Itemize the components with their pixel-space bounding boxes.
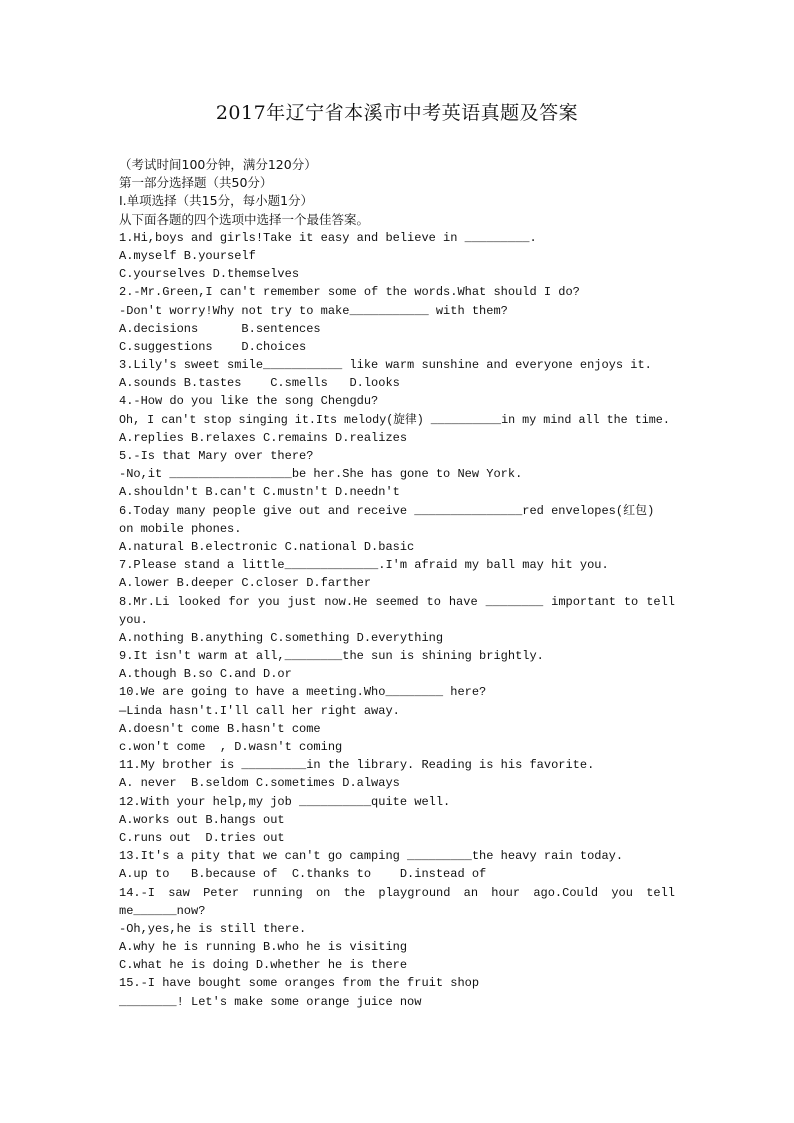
document-body: [119, 156, 675, 1011]
question-10-options: A.doesn't come B.hasn't come: [119, 721, 321, 736]
question-4: 4.-How do you like the song Chengdu?: [119, 394, 379, 409]
question-8-options: A.nothing B.anything C.something D.everything: [119, 630, 444, 645]
exam-info: （考试时间100分钟，满分120分）: [119, 157, 317, 172]
question-7-options: A.lower B.deeper C.closer D.farther: [119, 576, 372, 591]
question-5: -No,it _________________be her.She has gone to New York.: [119, 467, 523, 482]
question-11: 11.My brother is _________in the library. Reading is his favorite.: [119, 758, 595, 773]
question-10: —Linda hasn't.I'll call her right away.: [119, 703, 400, 718]
question-12-options: C.runs out D.tries out: [119, 830, 285, 845]
question-1-options: C.yourselves D.themselves: [119, 267, 300, 282]
question-13-options: A.up to B.because of C.thanks to D.instead of: [119, 867, 487, 882]
question-12: 12.With your help,my job __________quite well.: [119, 794, 451, 809]
question-15: 15.-I have bought some oranges from the fruit shop: [119, 976, 480, 991]
question-9-options: A.though B.so C.and D.or: [119, 667, 292, 682]
question-4-options: A.replies B.relaxes C.remains D.realizes: [119, 430, 408, 445]
question-10-options: c.won't come , D.wasn't coming: [119, 740, 343, 754]
section-instruction: 从下面各题的四个选项中选择一个最佳答案。: [119, 211, 370, 227]
question-5: 5.-Is that Mary over there?: [119, 449, 314, 463]
question-10: 10.We are going to have a meeting.Who________ here?: [119, 685, 487, 700]
question-15: ________! Let's make some orange juice now: [119, 994, 422, 1009]
question-14-options: C.what he is doing D.whether he is there: [119, 958, 408, 973]
question-6: on mobile phones.: [119, 521, 242, 536]
question-1: 1.Hi,boys and girls!Take it easy and believe in _________.: [119, 230, 537, 245]
question-3: 3.Lily's sweet smile___________ like warm sunshine and everyone enjoys it.: [119, 358, 652, 373]
section-heading: I.单项选择（共15分，每小题1分）: [119, 193, 314, 209]
question-12-options: A.works out B.hangs out: [119, 812, 285, 827]
question-6: 6.Today many people give out and receive _______________red envelopes(红包): [119, 503, 655, 518]
question-13: 13.It's a pity that we can't go camping _________the heavy rain today.: [119, 849, 624, 864]
question-2-options: A.decisions B.sentences: [119, 321, 321, 336]
question-4: Oh, I can't stop singing it.Its melody(旋律) __________in my mind all the time.: [119, 412, 670, 427]
question-14: me______now?: [119, 903, 206, 918]
question-6-options: A.natural B.electronic C.national D.basic: [119, 539, 415, 554]
question-14-options: A.why he is running B.who he is visiting: [119, 940, 408, 955]
question-3-options: A.sounds B.tastes C.smells D.looks: [119, 376, 400, 391]
question-8: 8.Mr.Li looked for you just now.He seemed to have ________ important to tell: [119, 594, 675, 609]
question-14: 14.-I saw Peter running on the playground an hour ago.Could you tell: [119, 885, 675, 900]
question-2: 2.-Mr.Green,I can't remember some of the words.What should I do?: [119, 285, 580, 300]
question-14: -Oh,yes,he is still there.: [119, 921, 307, 936]
question-2-options: C.suggestions D.choices: [119, 339, 307, 354]
question-8: you.: [119, 612, 148, 627]
question-9: 9.It isn't warm at all,________the sun is shining brightly.: [119, 649, 544, 664]
question-5-options: A.shouldn't B.can't C.mustn't D.needn't: [119, 485, 400, 500]
question-11-options: A. never B.seldom C.sometimes D.always: [119, 776, 400, 791]
question-2: -Don't worry!Why not try to make___________ with them?: [119, 303, 508, 318]
question-7: 7.Please stand a little_____________.I'm afraid my ball may hit you.: [119, 558, 609, 573]
question-1-options: A.myself B.yourself: [119, 248, 256, 263]
part-heading: 第一部分选择题（共50分）: [119, 175, 273, 191]
document-title: 2017年辽宁省本溪市中考英语真题及答案: [215, 102, 579, 124]
